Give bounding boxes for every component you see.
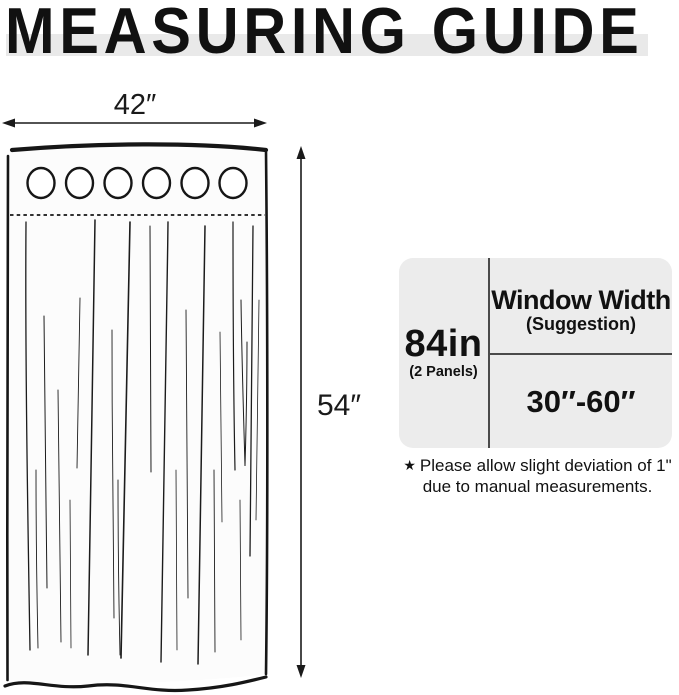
grommet-icon [28,168,55,198]
panel-count-note: (2 Panels) [409,364,478,380]
grommet-icon [105,168,132,198]
grommet-icon [143,168,170,198]
window-width-header: Window Width [491,284,671,315]
deviation-note-text: Please allow slight deviation of 1" [419,456,672,475]
page-title: MEASURING GUIDE [5,0,644,68]
panel-length-value: 84in [404,323,483,365]
suggestion-subheader: (Suggestion) [526,313,636,334]
deviation-note-line2: due to manual measurements. [422,477,653,496]
grommet-icon [220,168,247,198]
curtain-panel [8,145,266,685]
panel-size-cell [399,258,488,448]
window-width-range-cell [490,355,672,448]
grommet-icon [182,168,209,198]
grommet-icon [66,168,93,198]
height-arrow [297,146,306,678]
width-measurement-label: 42″ [113,89,157,121]
deviation-note [396,455,679,497]
window-width-range: 30″-60″ [526,383,636,419]
window-width-header-cell [490,258,672,353]
size-spec-table [399,258,672,448]
height-measurement-label: 54″ [317,389,361,422]
star-icon: ★ [403,457,416,473]
deviation-note-line1 [396,455,679,476]
